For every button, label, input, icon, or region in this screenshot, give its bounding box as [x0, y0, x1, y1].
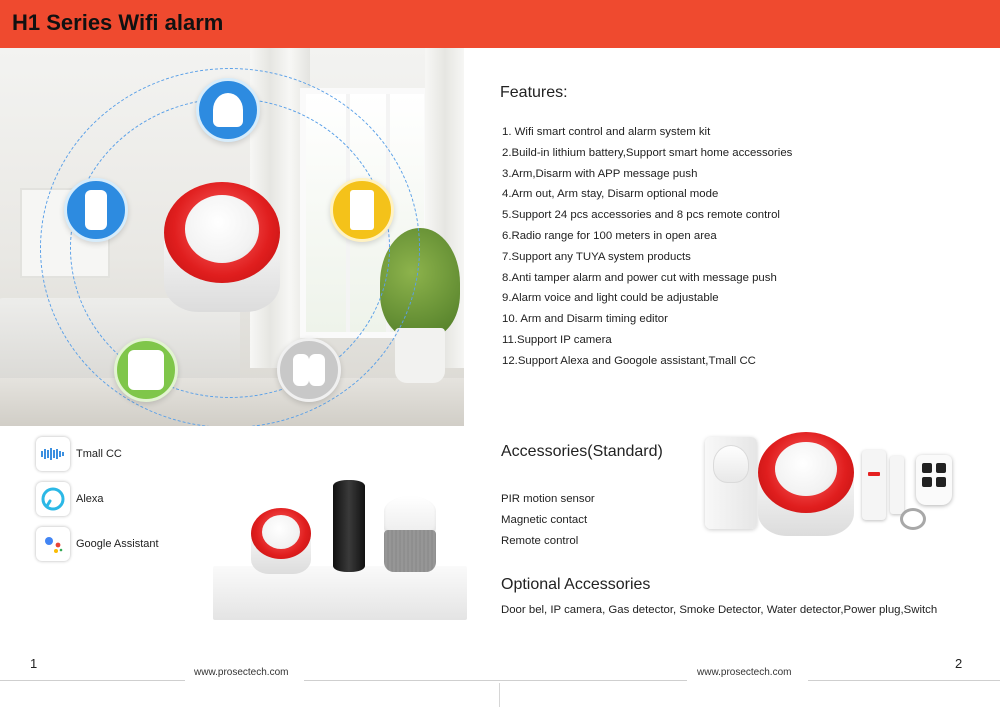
siren-icon — [251, 508, 311, 574]
keyring-icon — [900, 508, 926, 530]
amazon-echo-speaker — [333, 480, 365, 572]
google-assistant-icon — [36, 527, 70, 561]
door-contact-icon — [330, 178, 394, 242]
list-item: 5.Support 24 pcs accessories and 8 pcs remote control — [502, 209, 780, 222]
product-stage — [213, 566, 467, 620]
list-item — [36, 437, 276, 471]
list-item: 3.Arm,Disarm with APP message push — [502, 167, 698, 180]
list-item: 2.Build-in lithium battery,Support smart home accessories — [502, 146, 793, 159]
features-heading: Features: — [500, 84, 568, 101]
remote-control-icon — [277, 338, 341, 402]
list-item: 10. Arm and Disarm timing editor — [502, 313, 668, 326]
list-item: 7.Support any TUYA system products — [502, 250, 691, 263]
list-item: 4.Arm out, Arm stay, Disarm optional mode — [502, 188, 719, 201]
page-number-left: 1 — [30, 656, 38, 671]
footer-divider — [808, 680, 1000, 681]
ip-camera-icon — [196, 78, 260, 142]
accessories-list — [501, 492, 595, 555]
list-item: 6.Radio range for 100 meters in open area — [502, 229, 717, 242]
alexa-icon — [36, 482, 70, 516]
google-home-speaker — [384, 496, 436, 572]
page-title: H1 Series Wifi alarm — [12, 10, 224, 35]
smart-plug-icon — [114, 338, 178, 402]
voice-assistant-label: Alexa — [76, 493, 104, 505]
accessories-heading: Accessories(Standard) — [501, 443, 663, 460]
page-number-right: 2 — [955, 656, 963, 671]
list-item: Remote control — [501, 535, 579, 547]
footer-url-right: www.prosectech.com — [697, 667, 792, 678]
list-item: 9.Alarm voice and light could be adjustable — [502, 292, 719, 305]
list-item: 12.Support Alexa and Googole assistant,Tmall CC — [502, 354, 756, 367]
siren-icon — [164, 182, 280, 312]
remote-control-product — [916, 455, 952, 505]
footer-divider — [304, 680, 687, 681]
siren-icon — [758, 432, 854, 536]
list-item: 11.Support IP camera — [502, 333, 612, 346]
pir-sensor-icon — [64, 178, 128, 242]
voice-assistant-label: Tmall CC — [76, 448, 122, 460]
tmall-genie-icon — [36, 437, 70, 471]
voice-assistant-label: Google Assistant — [76, 538, 159, 550]
list-item: PIR motion sensor — [501, 493, 595, 505]
list-item — [36, 527, 276, 561]
door-magnet-product — [890, 456, 904, 514]
list-item: Magnetic contact — [501, 514, 588, 526]
header-bar — [0, 0, 1000, 48]
footer-url-left: www.prosectech.com — [194, 667, 289, 678]
hero-image — [0, 48, 464, 426]
page-gutter — [499, 683, 500, 707]
list-item: 8.Anti tamper alarm and power cut with message push — [502, 271, 777, 284]
optional-accessories-text: Door bel, IP camera, Gas detector, Smoke Detector, Water detector,Power plug,Switch — [501, 604, 938, 616]
pir-sensor-product — [705, 437, 757, 529]
list-item — [36, 482, 276, 516]
feature-list — [502, 125, 792, 375]
plant-pot — [395, 328, 445, 383]
optional-accessories-heading: Optional Accessories — [501, 576, 651, 593]
door-contact-product — [862, 450, 886, 520]
footer-divider — [0, 680, 185, 681]
list-item: 1. Wifi smart control and alarm system kit — [502, 126, 711, 138]
